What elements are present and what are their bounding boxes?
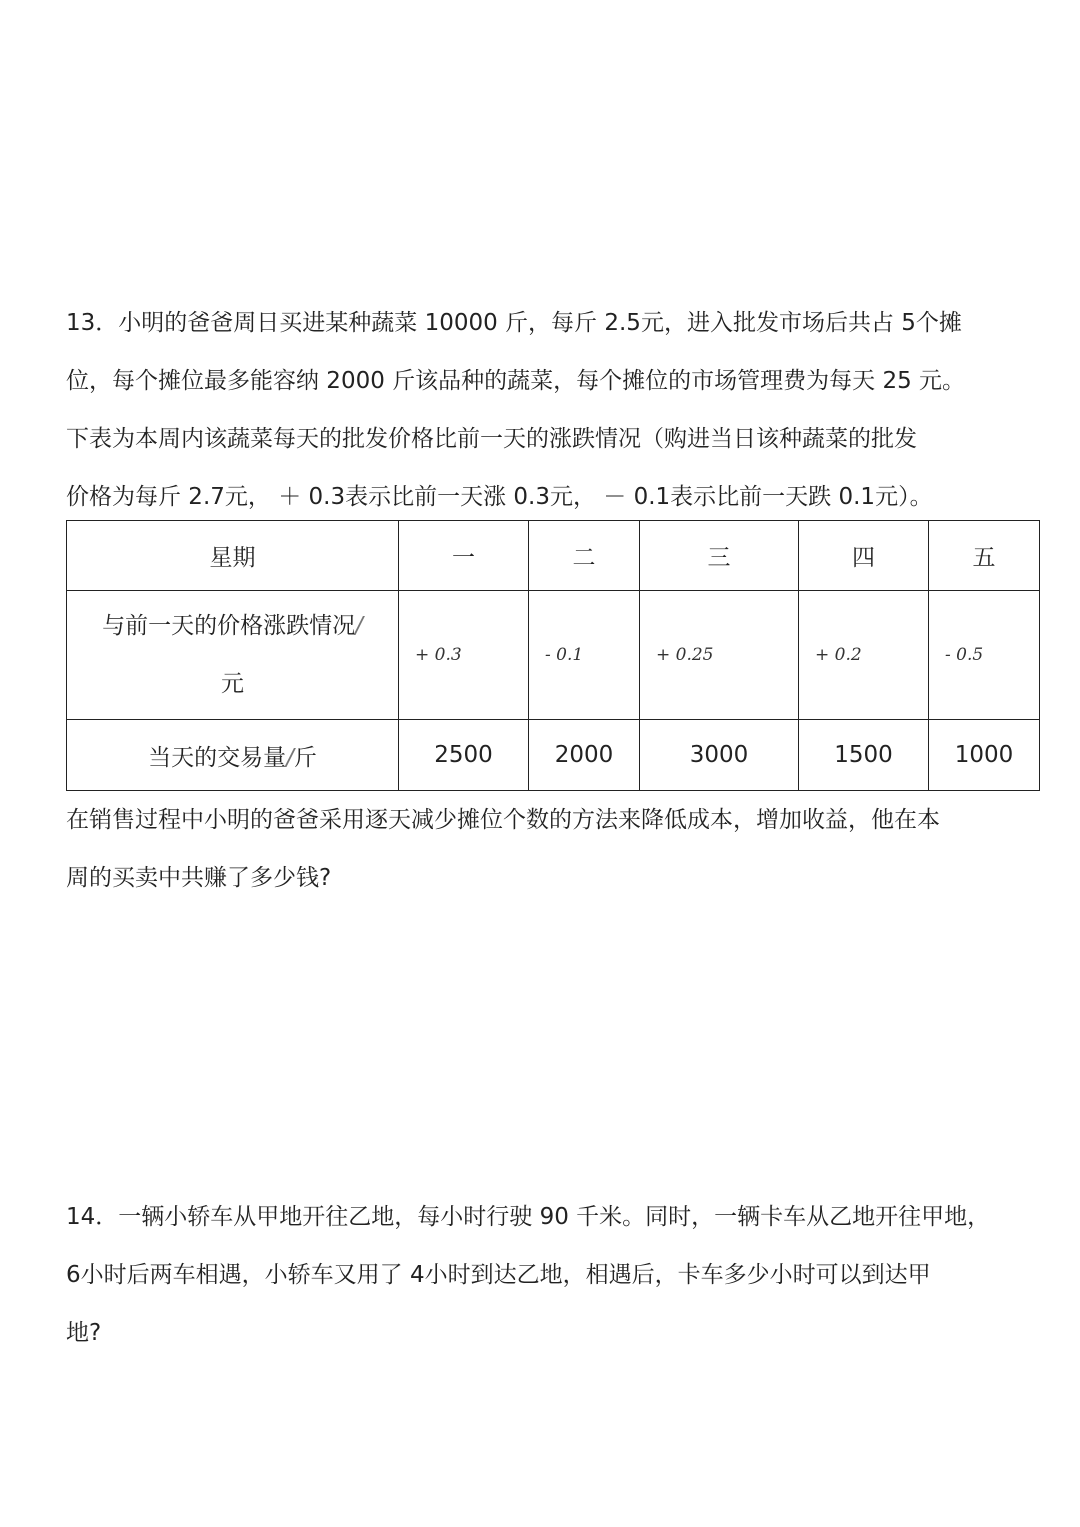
weekday-cell-thu: 四 bbox=[799, 521, 929, 591]
weekday-header-label: 星期 bbox=[67, 521, 399, 591]
question-14-line: 14．一辆小轿车从甲地开往乙地，每小时行驶 90 千米。同时，一辆卡车从乙地开往甲地， bbox=[66, 1204, 991, 1230]
trade-volume-cell: 2000 bbox=[529, 720, 640, 791]
price-change-cell: + 0.25 bbox=[640, 591, 799, 720]
question-13-followup-line: 周的买卖中共赚了多少钱? bbox=[66, 865, 332, 891]
price-change-row-label bbox=[67, 591, 399, 720]
question-14-line: 地? bbox=[66, 1320, 102, 1346]
trade-volume-label-unit: 斤 bbox=[293, 744, 317, 771]
unit-slash: / bbox=[286, 744, 294, 771]
question-13-line: 下表为本周内该蔬菜每天的批发价格比前一天的涨跌情况（购进当日该种蔬菜的批发 bbox=[66, 426, 917, 452]
trade-volume-cell: 1000 bbox=[929, 720, 1040, 791]
question-13-followup bbox=[66, 791, 1046, 907]
price-change-cell: + 0.3 bbox=[399, 591, 529, 720]
trade-volume-cell: 2500 bbox=[399, 720, 529, 791]
trade-volume-label-text: 当天的交易量 bbox=[148, 744, 287, 771]
trade-volume-row bbox=[67, 720, 1040, 791]
question-13-line: 价格为每斤 2.7元， ＋ 0.3表示比前一天涨 0.3元， － 0.1表示比前一天跌 0.1元）。 bbox=[66, 484, 933, 510]
price-change-table bbox=[66, 520, 1040, 791]
price-change-cell: - 0.1 bbox=[529, 591, 640, 720]
question-13-line: 13．小明的爸爸周日买进某种蔬菜 10000 斤，每斤 2.5元，进入批发市场后共占 5个摊 bbox=[66, 310, 962, 336]
trade-volume-cell: 3000 bbox=[640, 720, 799, 791]
weekday-cell-mon: 一 bbox=[399, 521, 529, 591]
weekday-cell-fri: 五 bbox=[929, 521, 1040, 591]
weekday-cell-tue: 二 bbox=[529, 521, 640, 591]
table-header-row bbox=[67, 521, 1040, 591]
price-change-label-text: 与前一天的价格涨跌情况 bbox=[102, 613, 356, 639]
price-change-label-unit: 元 bbox=[221, 671, 244, 697]
question-13-line: 位，每个摊位最多能容纳 2000 斤该品种的蔬菜，每个摊位的市场管理费为每天 25 元。 bbox=[66, 368, 966, 394]
price-change-row bbox=[67, 591, 1040, 720]
trade-volume-cell: 1500 bbox=[799, 720, 929, 791]
price-change-cell: - 0.5 bbox=[929, 591, 1040, 720]
question-14-text bbox=[66, 1188, 1046, 1362]
weekday-cell-wed: 三 bbox=[640, 521, 799, 591]
trade-volume-row-label bbox=[67, 720, 399, 791]
price-change-cell: + 0.2 bbox=[799, 591, 929, 720]
question-13-followup-line: 在销售过程中小明的爸爸采用逐天减少摊位个数的方法来降低成本，增加收益，他在本 bbox=[66, 807, 940, 833]
question-14-line: 6小时后两车相遇，小轿车又用了 4小时到达乙地，相遇后，卡车多少小时可以到达甲 bbox=[66, 1262, 931, 1288]
question-13-text bbox=[66, 294, 1046, 526]
unit-slash: / bbox=[355, 613, 363, 639]
